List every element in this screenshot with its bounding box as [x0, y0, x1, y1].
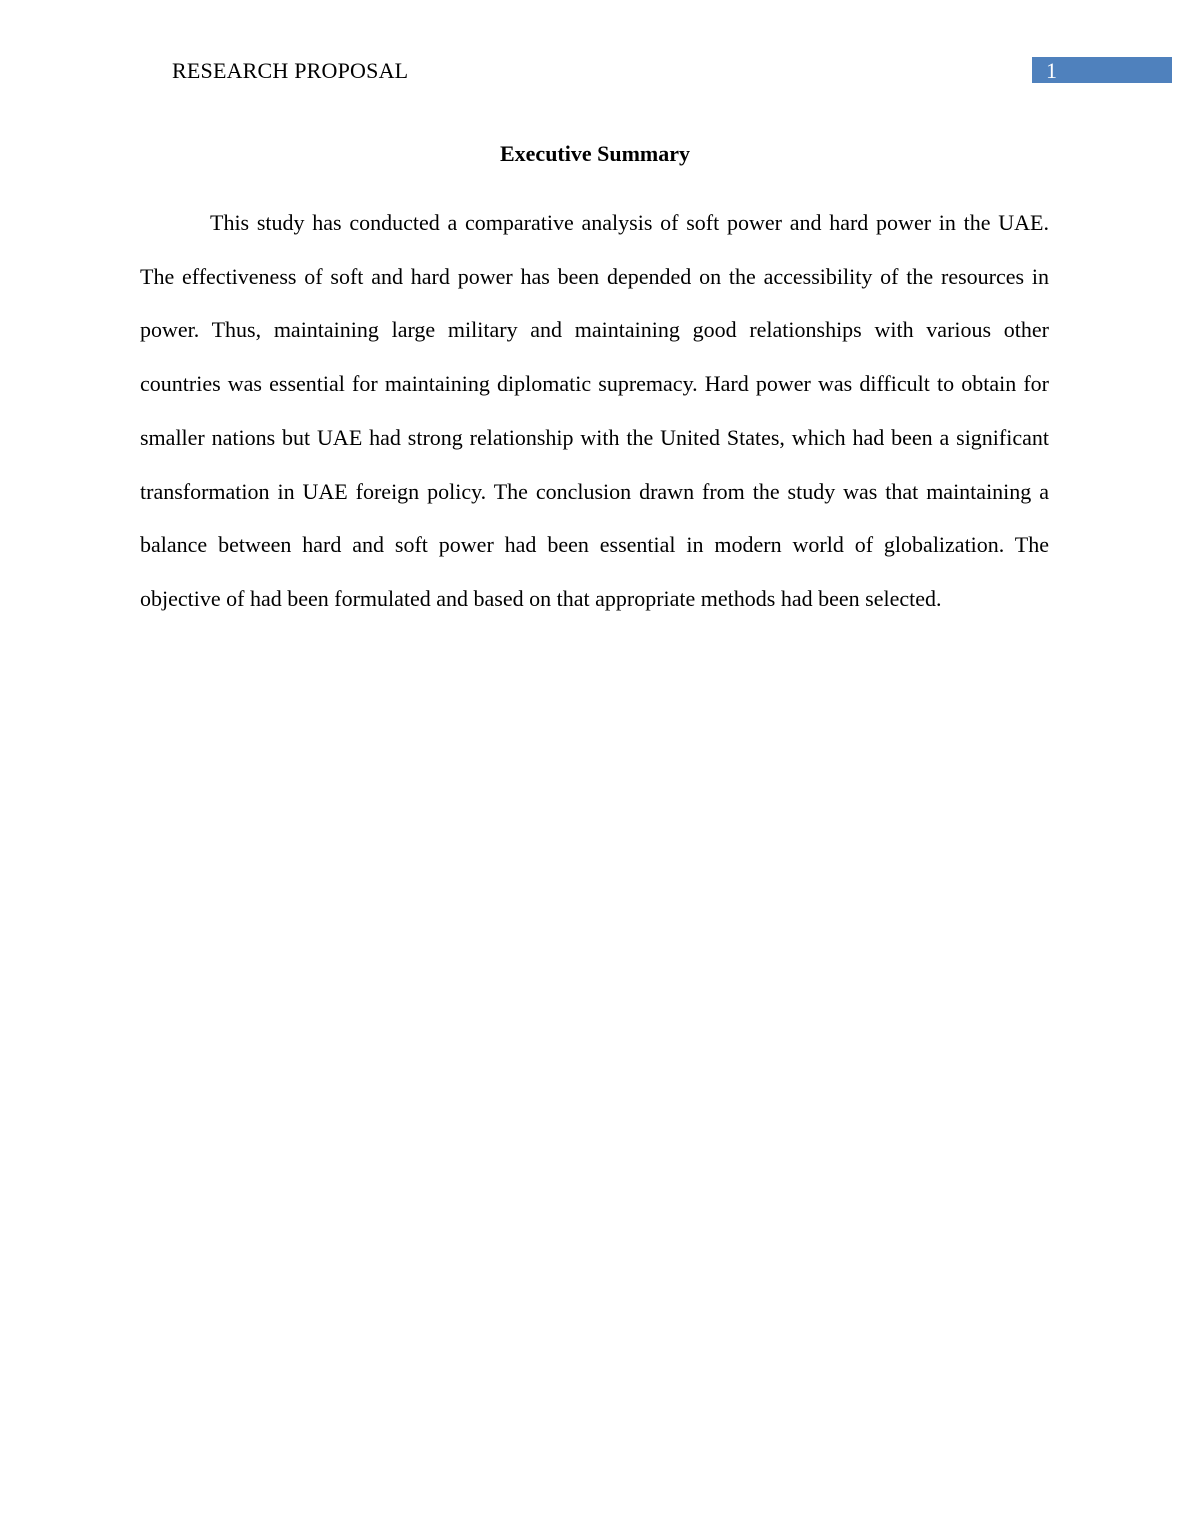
section-title: Executive Summary [499, 141, 691, 166]
body-paragraph: This study has conducted a comparative analysis of soft power and hard power in the UAE. The effectiveness of soft and hard power has been depended on the accessibility of the resources in power. Thus, maintaining large military and maintaining good relationships with various other countries was essential for maintaining diplomatic supremacy. Hard power was difficult to obtain for smaller nations but UAE had strong relationship with the United States, which had been a significant transformation in UAE foreign policy. The conclusion drawn from the study was that maintaining a balance between hard and soft power had been essential in modern world of globalization. The objective of had been formulated and based on that appropriate methods had been selected. [140, 210, 1049, 611]
running-head: RESEARCH PROPOSAL [172, 58, 409, 83]
page-number: 1 [1046, 58, 1057, 83]
page-number-badge [1032, 57, 1172, 83]
